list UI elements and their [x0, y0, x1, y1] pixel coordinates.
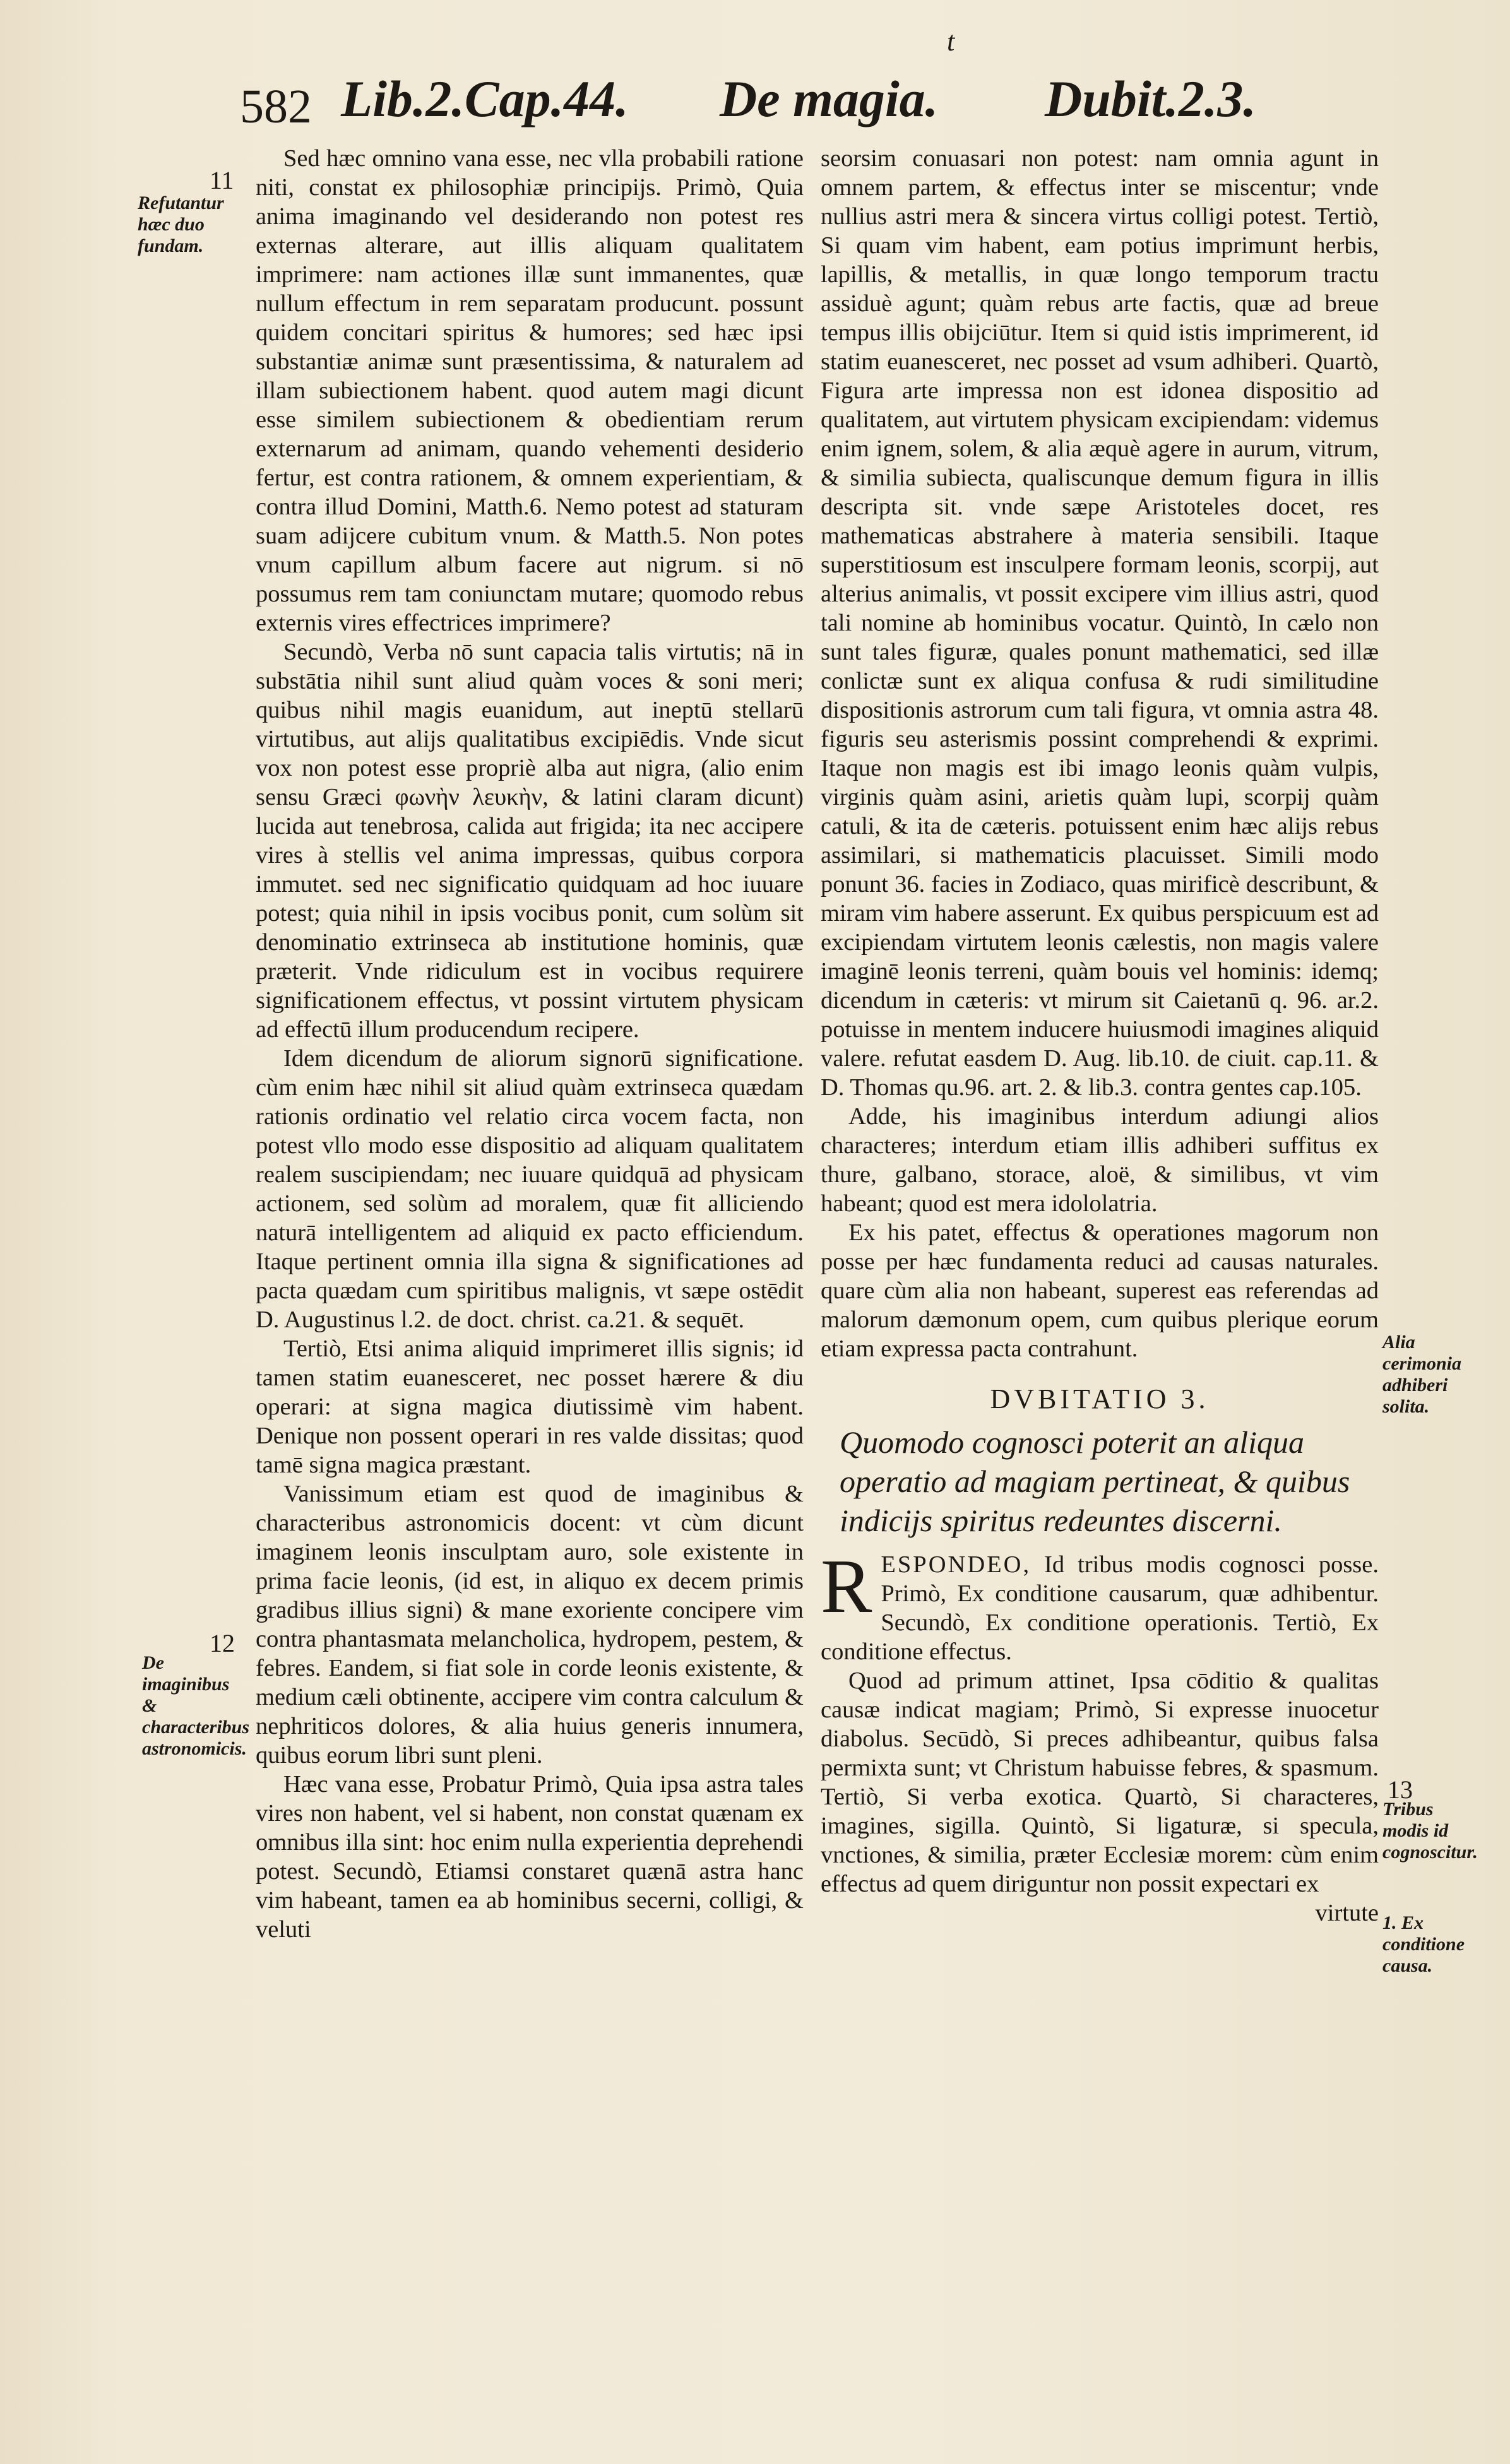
- left-column: [256, 144, 804, 1944]
- top-mark: t: [947, 26, 955, 57]
- left-paragraph: Sed hæc omnino vana esse, nec vlla probabili ratione niti, constat ex philosophiæ principijs. Primò, Quia anima imaginando vel desiderando non potest res externas alterare, aut illis aliquam qualitatem imprimere: nam actiones illæ sunt immanentes, quæ nullum effectum in rem separatam producunt. possunt quidem concitari spiritus & humores; sed hæc ipsi substantiæ animæ sunt præsentissima, & naturalem ad illam subiectionem habent. quod autem magi dicunt esse similem subiectionem & obedientiam rerum externarum ad animam, quando vehementi desiderio fertur, est contra rationem, & omnem experientiam, & contra illud Domini, Matth.6. Nemo potest ad staturam suam adijcere cubitum vnum. & Matth.5. Non potes vnum capillum album facere aut nigrum. si nō possumus rem tam coniunctam mutare; quomodo rebus externis vires effectrices imprimere?: [256, 145, 804, 636]
- header-lib-cap: Lib.2.Cap.44.: [341, 70, 629, 127]
- margin-number-11: 11: [210, 166, 234, 194]
- left-paragraph: Hæc vana esse, Probatur Primò, Quia ipsa astra tales vires non habent, vel si habent, non constat quænam ex omnibus illa sint: hoc enim nulla experientia deprehendi potest. Secundò, Etiamsi constaret quænā astra hanc vim habeant, tamen ea ab hominibus secerni, colligi, & veluti: [256, 1771, 804, 1943]
- right-paragraph: Ex his patet, effectus & operationes magorum non posse per hæc fundamenta reduci ad causas naturales. quare cùm alia non habeant, superest eas referendas ad malorum dæmonum opem, cum quibus plerique eorum etiam expressa pacta contrahunt.: [821, 1219, 1379, 1362]
- drop-cap: R: [821, 1544, 872, 1629]
- right-paragraph: Adde, his imaginibus interdum adiungi alios characteres; interdum etiam illis adhiberi suffitus ex thure, galbano, storace, aloë, & similibus, vt vim habeant; quod est mera idololatria.: [821, 1103, 1379, 1217]
- catchword: virtute: [1315, 1900, 1379, 1926]
- right-paragraph: Quod ad primum attinet, Ipsa cōditio & qualitas causæ indicat magiam; Primò, Si expresse inuocetur diabolus. Secūdò, Si preces adhibeantur, quibus falsa permixta sunt; vt Christum habuisse febres, & spasmum. Tertiò, Si verba exotica. Quartò, Si characteres, imagines, sigilla. Quintò, Si ligaturæ, si specula, vnctiones, & similia, præter Ecclesiæ morem: cùm enim effectus ad quem diriguntur non possit expectari ex: [821, 1667, 1379, 1897]
- right-column: [821, 144, 1379, 1928]
- margin-note-imaginibus: De imaginibus & characteribus astronomicis.: [142, 1652, 250, 1759]
- page-number: 582: [240, 80, 312, 133]
- left-paragraph: Secundò, Verba nō sunt capacia talis virtutis; nā in substātia nihil sunt aliud quàm voces & soni meri; quibus nihil magis euanidum, aut ineptū stellarū virtutibus, aut alijs qualitatibus excipiēdis. Vnde sicut vox non potest esse propriè alba aut nigra, (alio enim sensu Græci φωνὴν λευκὴν, & latini claram dicunt) lucida aut tenebrosa, calida aut frigida; ita nec accipere vires à stellis vel anima impressas, quibus corpora immutet. sed nec significatio quidquam ad hoc iuuare potest; quia nihil in ipsis vocibus ponit, cum solùm sit denominatio extrinseca ab institutione hominis, quæ præterit. Vnde ridiculum est in vocibus requirere significationem effectus, vt possint virtutem physicam ad effectū illum producendum recipere.: [256, 639, 804, 1043]
- margin-number-13: 13: [1388, 1775, 1413, 1804]
- dubitatio-heading: DVBITATIO 3.: [990, 1383, 1210, 1414]
- margin-number-12: 12: [210, 1629, 235, 1657]
- margin-note-alia: Alia cerimonia adhiberi solita.: [1382, 1332, 1461, 1417]
- margin-note-refutantur: Refutantur hæc duo fundam.: [138, 192, 224, 256]
- dubitatio-question: Quomodo cognosci poterit an aliqua operatio ad magiam pertineat, & quibus indicijs spiritus redeuntes discerni.: [840, 1424, 1350, 1538]
- margin-note-tribus: Tribus modis id cognoscitur.: [1382, 1799, 1478, 1863]
- dubitatio-answer: [821, 1544, 1379, 1666]
- header-dubit: Dubit.2.3.: [1045, 70, 1256, 127]
- left-paragraph: Vanissimum etiam est quod de imaginibus & characteribus astronomicis docent: vt cùm dicunt imaginem leonis insculptam auro, sole existente in prima facie leonis, (id est, in aliquo ex decem primis gradibus illius signi) & mane exoriente concipere vim contra phantasmata melancholica, hydropem, pestem, & febres. Eandem, si fiat sole in corde leonis existente, & medium cæli obtinente, accipere vim contra calculum & nephriticos dolores, & alia huius generis innumera, quibus eorum libri sunt pleni.: [256, 1481, 804, 1768]
- left-paragraph: Tertiò, Etsi anima aliquid imprimeret illis signis; id tamen statim euanesceret, nec posset hærere & diu operari: at signa magica diutissimè vim habent. Denique non possent operari in res valde dissitas; quod tamē signa magica præstant.: [256, 1336, 804, 1478]
- answer-lead: ESPONDEO,: [881, 1551, 1031, 1578]
- running-header: [240, 69, 1307, 139]
- right-paragraph: seorsim conuasari non potest: nam omnia agunt in omnem partem, & effectus inter se miscentur; vnde nullius astri mera & sincera virtus colligi potest. Tertiò, Si quam vim habent, eam potius imprimunt herbis, lapillis, & metallis, in quæ longo temporum tractu assiduè agunt; quàm rebus arte factis, quæ ad breue tempus illis obijciūtur. Item si quid istis imprimerent, id statim euanesceret, nec posset ad vsum adhiberi. Quartò, Figura arte impressa non est idonea dispositio ad qualitatem, aut virtutem physicam excipiendam: videmus enim ignem, solem, & alia æquè agere in aurum, vitrum, & similia subiecta, qualiscunque demum figura in illis descripta sit. vnde sæpe Aristoteles docet, res mathematicas abstrahere à materia sensibili. Itaque superstitiosum est insculpere formam leonis, scorpij, aut alterius animalis, vt possit excipere vim illius astri, quod tali nomine ab hominibus vocatur. Quintò, In cælo non sunt tales figuræ, quales ponunt mathematici, sed illæ conlictæ sunt ex aliqua confusa & rudi similitudine dispositionis astrorum cum tali figura, vt omnia astra 48. figuris seu asterismis possint comprehendi & exprimi. Itaque non magis est ibi imago leonis quàm vulpis, virginis quàm asini, arietis quàm lupi, scorpij quàm catuli, & ita de cæteris. potuissent enim hæc alijs rebus assimilari, si mathematicis placuisset. Simili modo ponunt 36. facies in Zodiaco, quas mirificè describunt, & miram vim habere asserunt. Ex quibus perspicuum est ad excipiendam virtutem leonis cælestis, non magis valere imaginē leonis terreni, quàm bouis vel hominis: idemq; dicendum in cæteris: vt mirum sit Caietanū q. 96. ar.2. potuisse in mentem inducere huiusmodi imagines aliquid valere. refutat easdem D. Aug. lib.10. de ciuit. cap.11. & D. Thomas qu.96. art. 2. & lib.3. contra gentes cap.105.: [821, 145, 1379, 1101]
- header-title: De magia.: [720, 70, 939, 127]
- margin-note-ex-conditione: 1. Ex conditione causa.: [1382, 1912, 1465, 1976]
- answer-text: Id tribus modis cognosci posse. Primò, Ex conditione causarum, quæ adhibentur. Secundò, Ex conditione operationis. Tertiò, Ex conditione effectus.: [821, 1551, 1379, 1665]
- left-paragraph: Idem dicendum de aliorum signorū significatione. cùm enim hæc nihil sit aliud quàm extrinseca quædam rationis ordinatio vel relatio circa vocem facta, non potest vllo modo esse dispositio ad aliquam qualitatem realem suscipiendam; nec iuuare quidquā ad physicam actionem, sed solùm ad moralem, quæ fit alliciendo naturā intelligentem ad aliquid ex pacto efficiendum. Itaque pertinent omnia illa signa & significationes ad pacta quædam cum spiritibus malignis, vt sæpe ostēdit D. Augustinus l.2. de doct. christ. ca.21. & sequēt.: [256, 1045, 804, 1333]
